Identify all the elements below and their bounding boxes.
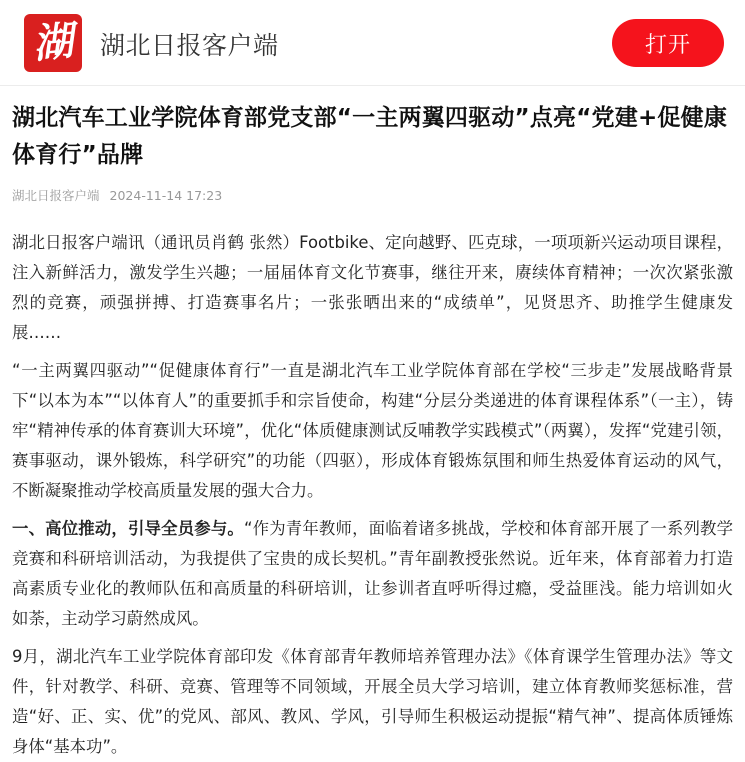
app-download-banner <box>0 0 745 86</box>
section-heading: 一、高位推动，引导全员参与。 <box>12 519 244 538</box>
article <box>12 100 733 762</box>
article-source: 湖北日报客户端 <box>12 188 100 203</box>
app-logo[interactable] <box>24 14 82 72</box>
article-meta <box>12 186 733 204</box>
article-paragraph <box>12 514 733 634</box>
open-app-button[interactable]: 打开 <box>612 19 724 67</box>
app-name: 湖北日报客户端 <box>100 31 279 60</box>
paragraph-text: “作为青年教师，面临着诸多挑战，学校和体育部开展了一系列教学竞赛和科研培训活动，为我提供了宝贵的成长契机。”青年副教授张然说。近年来，体育部着力打造高素质专业化的教师队伍和高质量的科研培训，让参训者直呼听得过瘾，受益匪浅。能力培训如火如荼，主动学习蔚然成风。 <box>12 519 733 628</box>
article-paragraph <box>12 642 733 762</box>
article-paragraph <box>12 356 733 506</box>
article-title: 湖北汽车工业学院体育部党支部“一主两翼四驱动”点亮“党建+促健康体育行”品牌 <box>12 105 728 168</box>
paragraph-text: 湖北日报客户端讯（通讯员肖鹤 张然）Footbike、定向越野、匹克球，一项项新兴运动项目课程，注入新鲜活力，激发学生兴趣；一届届体育文化节赛事，继往开来，赓续体育精神；一次次紧张激烈的竞赛，顽强拼搏、打造赛事名片；一张张晒出来的“成绩单”，见贤思齐、助推学生健康发展…… <box>12 233 733 342</box>
logo-glyph: 湖 <box>30 17 76 68</box>
article-time: 2024-11-14 17:23 <box>109 188 223 203</box>
paragraph-text: 9月，湖北汽车工业学院体育部印发《体育部青年教师培养管理办法》《体育课学生管理办法》等文件，针对教学、科研、竞赛、管理等不同领域，开展全员大学习培训，建立体育教师奖惩标准，营造“好、正、实、优”的党风、部风、教风、学风，引导师生积极运动提振“精气神”、提高体质锤炼身体“基本功”。 <box>12 647 733 756</box>
paragraph-text: “一主两翼四驱动”“促健康体育行”一直是湖北汽车工业学院体育部在学校“三步走”发展战略背景下“以本为本”“以体育人”的重要抓手和宗旨使命，构建“分层分类递进的体育课程体系”（一主），铸牢“精神传承的体育赛训大环境”，优化“体质健康测试反哺教学实践模式”（两翼），发挥“党建引领，赛事驱动，课外锻炼，科学研究”的功能（四驱），形成体育锻炼氛围和师生热爱体育运动的风气，不断凝聚推动学校高质量发展的强大合力。 <box>12 361 733 500</box>
article-paragraph <box>12 228 733 348</box>
